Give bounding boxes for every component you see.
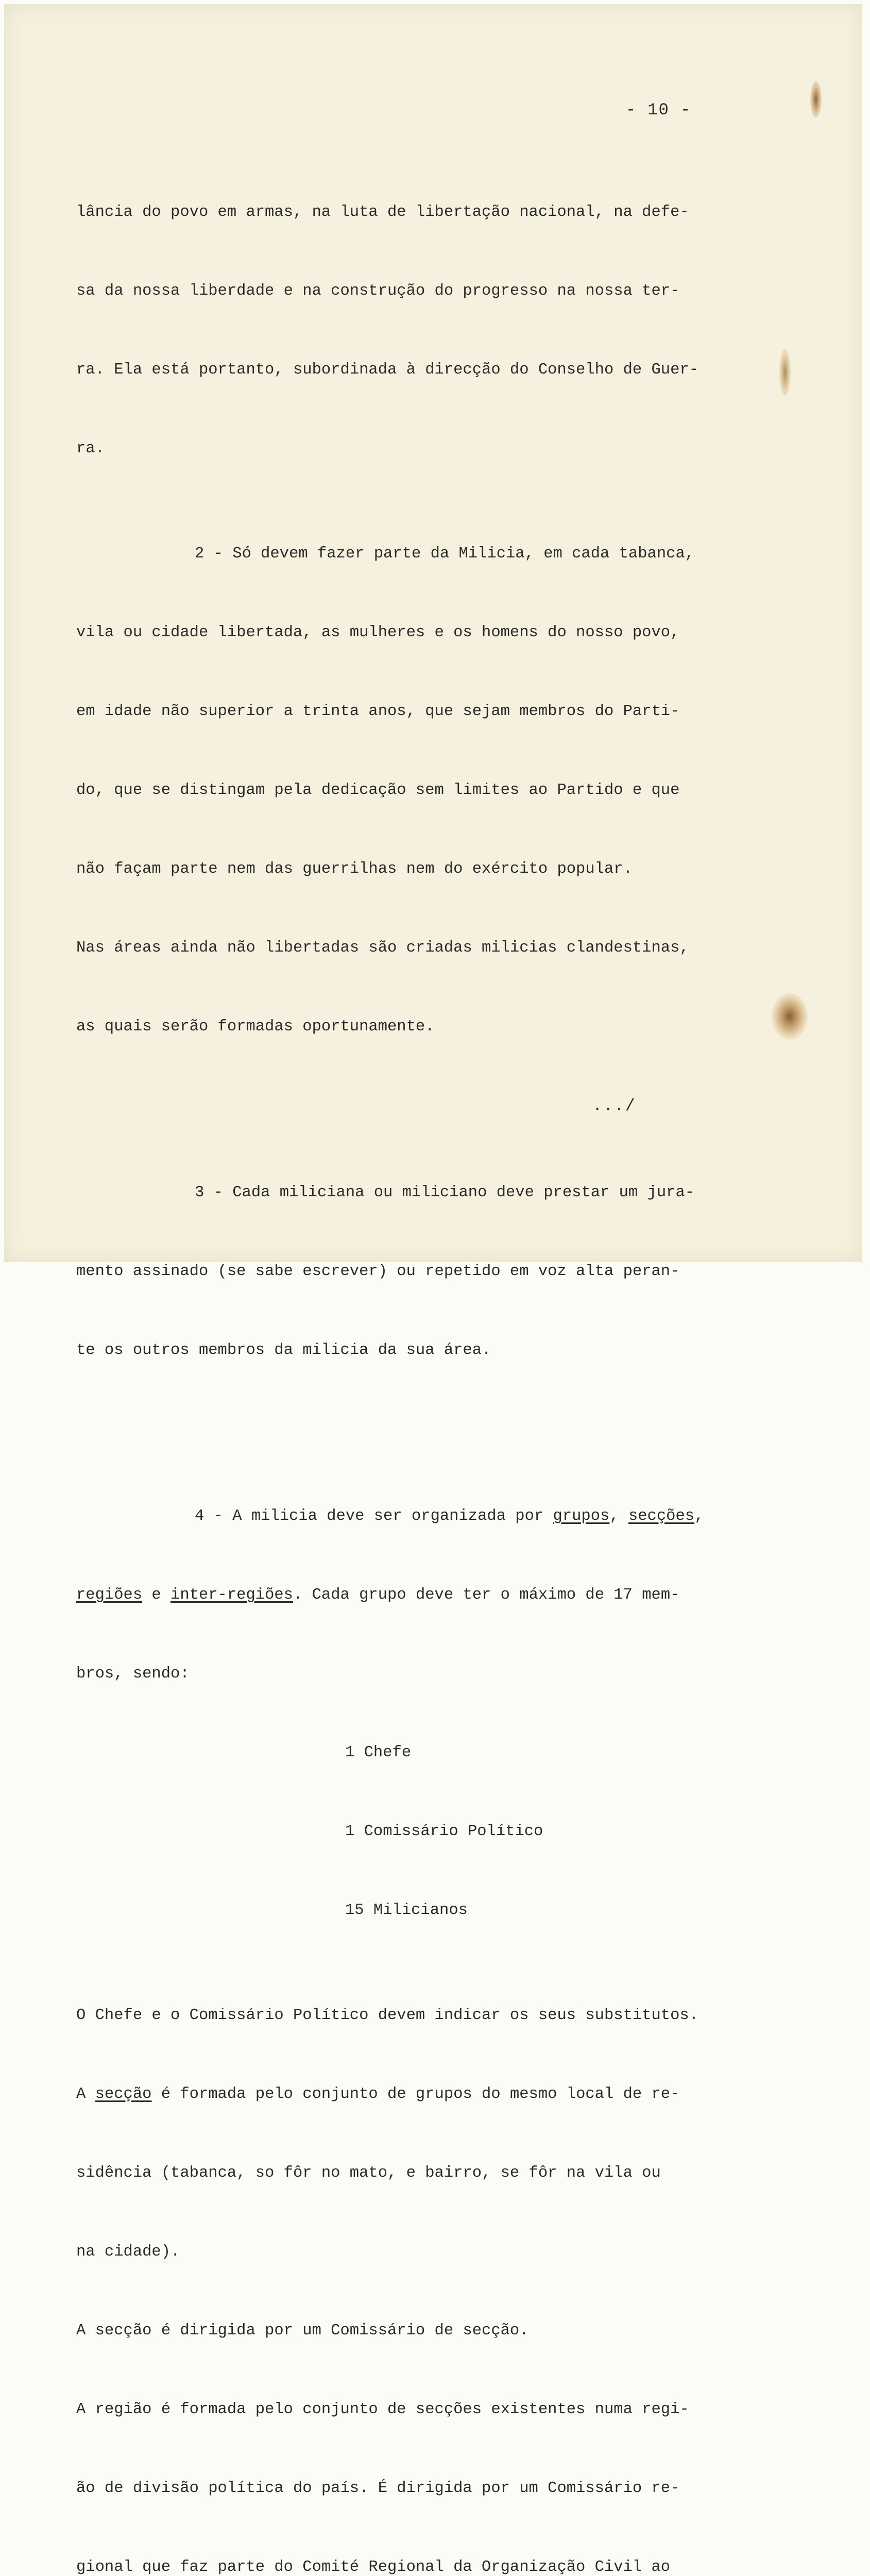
text-line: ra. Ela está portanto, subordinada à direcção do Conselho de Guer- bbox=[76, 361, 698, 379]
text-line: as quais serão formadas oportunamente. bbox=[76, 1018, 435, 1036]
team-item: 1 Chefe bbox=[345, 1744, 412, 1761]
text-fragment: e bbox=[142, 1586, 171, 1604]
underlined-term: grupos bbox=[553, 1507, 610, 1525]
text-line: sidência (tabanca, so fôr no mato, e bairro, se fôr na vila ou bbox=[76, 2164, 661, 2182]
text-line: bros, sendo: bbox=[76, 1665, 190, 1683]
text-line: O Chefe e o Comissário Político devem indicar os seus substitutos. bbox=[76, 2007, 698, 2024]
text-fragment: 4 - A milicia deve ser organizada por bbox=[195, 1507, 553, 1525]
team-item: 1 Comissário Político bbox=[345, 1823, 543, 1840]
text-line: do, que se distingam pela dedicação sem limites ao Partido e que bbox=[76, 782, 680, 799]
text-line: 3 - Cada miliciana ou miliciano deve prestar um jura- bbox=[195, 1184, 695, 1201]
text-fragment: A bbox=[76, 2086, 95, 2103]
text-line: mento assinado (se sabe escrever) ou repetido em voz alta peran- bbox=[76, 1263, 680, 1280]
text-line: A secção é dirigida por um Comissário de secção. bbox=[76, 2322, 529, 2340]
text-line: vila ou cidade libertada, as mulheres e os homens do nosso povo, bbox=[76, 624, 680, 641]
document-body bbox=[76, 147, 746, 2576]
burn-stain bbox=[779, 349, 791, 396]
text-fragment: é formada pelo conjunto de grupos do mesmo local de re- bbox=[151, 2086, 680, 2103]
text-line: ra. bbox=[76, 440, 105, 457]
text-line: A região é formada pelo conjunto de secções existentes numa regi- bbox=[76, 2401, 689, 2418]
continuation-mark: .../ bbox=[592, 1096, 636, 1115]
text-line: Nas áreas ainda não libertadas são criadas milicias clandestinas, bbox=[76, 939, 689, 957]
text-line: 2 - Só devem fazer parte da Milicia, em cada tabanca, bbox=[195, 545, 695, 563]
underlined-term: secção bbox=[95, 2086, 152, 2103]
text-line: na cidade). bbox=[76, 2243, 180, 2261]
text-fragment: , bbox=[694, 1507, 704, 1525]
text-line: lância do povo em armas, na luta de libertação nacional, na defe- bbox=[76, 204, 689, 221]
text-line: gional que faz parte do Comité Regional da Organização Civil ao bbox=[76, 2558, 671, 2576]
text-line bbox=[76, 2081, 746, 2108]
underlined-term: inter-regiões bbox=[170, 1586, 293, 1604]
text-line: em idade não superior a trinta anos, que sejam membros do Parti- bbox=[76, 703, 680, 720]
text-line: não façam parte nem das guerrilhas nem do exército popular. bbox=[76, 860, 633, 878]
text-line: ão de divisão política do país. É dirigida por um Comissário re- bbox=[76, 2480, 680, 2497]
team-item: 15 Milicianos bbox=[345, 1902, 468, 1919]
text-line: sa da nossa liberdade e na construção do progresso na nossa ter- bbox=[76, 282, 680, 300]
text-line bbox=[76, 1582, 746, 1608]
text-line bbox=[76, 1503, 746, 1530]
underlined-term: secções bbox=[628, 1507, 695, 1525]
underlined-term: regiões bbox=[76, 1586, 143, 1604]
text-fragment: . Cada grupo deve ter o máximo de 17 mem- bbox=[293, 1586, 680, 1604]
text-line: te os outros membros da milicia da sua área. bbox=[76, 1342, 491, 1359]
burn-stain bbox=[772, 993, 808, 1040]
burn-stain bbox=[810, 81, 822, 117]
text-fragment: , bbox=[609, 1507, 628, 1525]
page-number: - 10 - bbox=[626, 100, 692, 120]
